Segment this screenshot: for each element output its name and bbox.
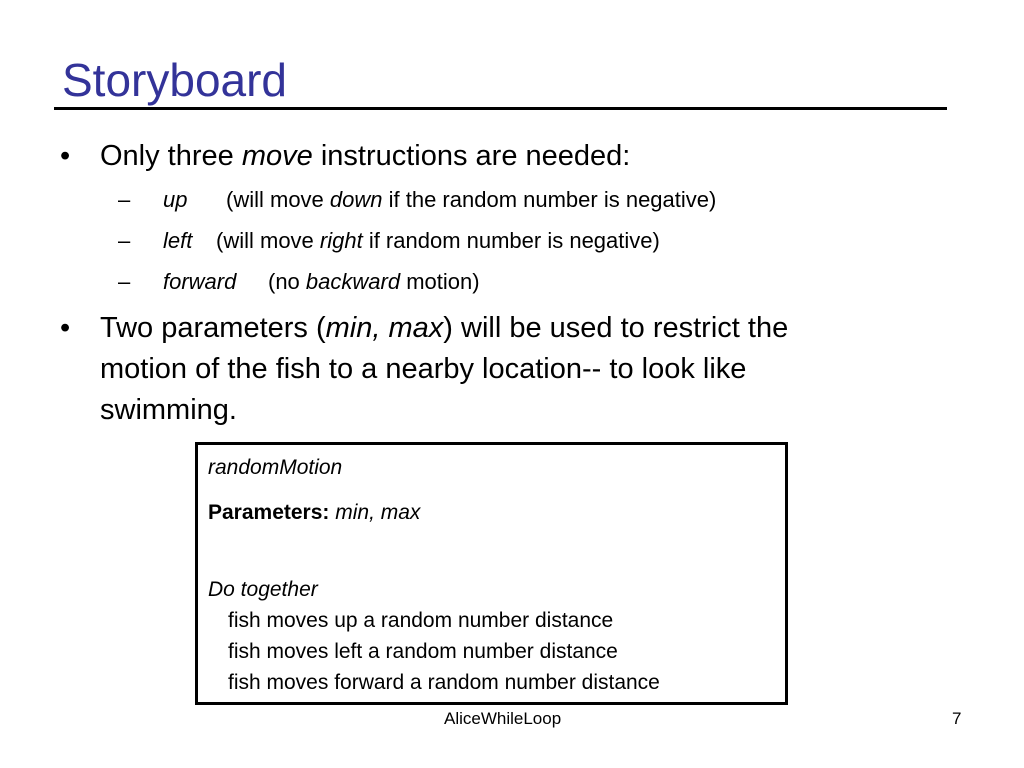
parameters-line: Parameters: min, max <box>208 501 421 524</box>
bullet-text-line-1: Two parameters (min, max) will be used to restrict the <box>100 312 789 344</box>
code-line-forward: fish moves forward a random number distance <box>228 671 660 694</box>
footer-title: AliceWhileLoop <box>444 709 562 728</box>
dash-marker: – <box>118 269 131 294</box>
code-line-up: fish moves up a random number distance <box>228 609 614 632</box>
slide-title: Storyboard <box>62 54 288 106</box>
subbullet-keyword: left <box>163 228 193 253</box>
bullet-text-line-2: motion of the fish to a nearby location-- to look like <box>100 353 747 385</box>
bullet-marker: • <box>60 312 71 344</box>
method-name: randomMotion <box>208 456 343 479</box>
subbullet-description: (no backward motion) <box>268 269 480 294</box>
pseudocode-box <box>195 442 788 705</box>
title-underline <box>54 107 947 110</box>
bullet-marker: • <box>60 140 71 172</box>
dash-marker: – <box>118 228 131 253</box>
page-number: 7 <box>952 709 962 728</box>
dash-marker: – <box>118 187 131 212</box>
subbullet-description: (will move right if random number is negative) <box>216 228 660 253</box>
bullet-text-line-3: swimming. <box>100 394 237 426</box>
subbullet-keyword: up <box>163 187 188 212</box>
bullet-text: Only three move instructions are needed: <box>100 140 631 172</box>
code-line-left: fish moves left a random number distance <box>228 640 618 663</box>
do-together-label: Do together <box>208 578 318 601</box>
subbullet-keyword: forward <box>163 269 237 294</box>
subbullet-description: (will move down if the random number is negative) <box>226 187 717 212</box>
